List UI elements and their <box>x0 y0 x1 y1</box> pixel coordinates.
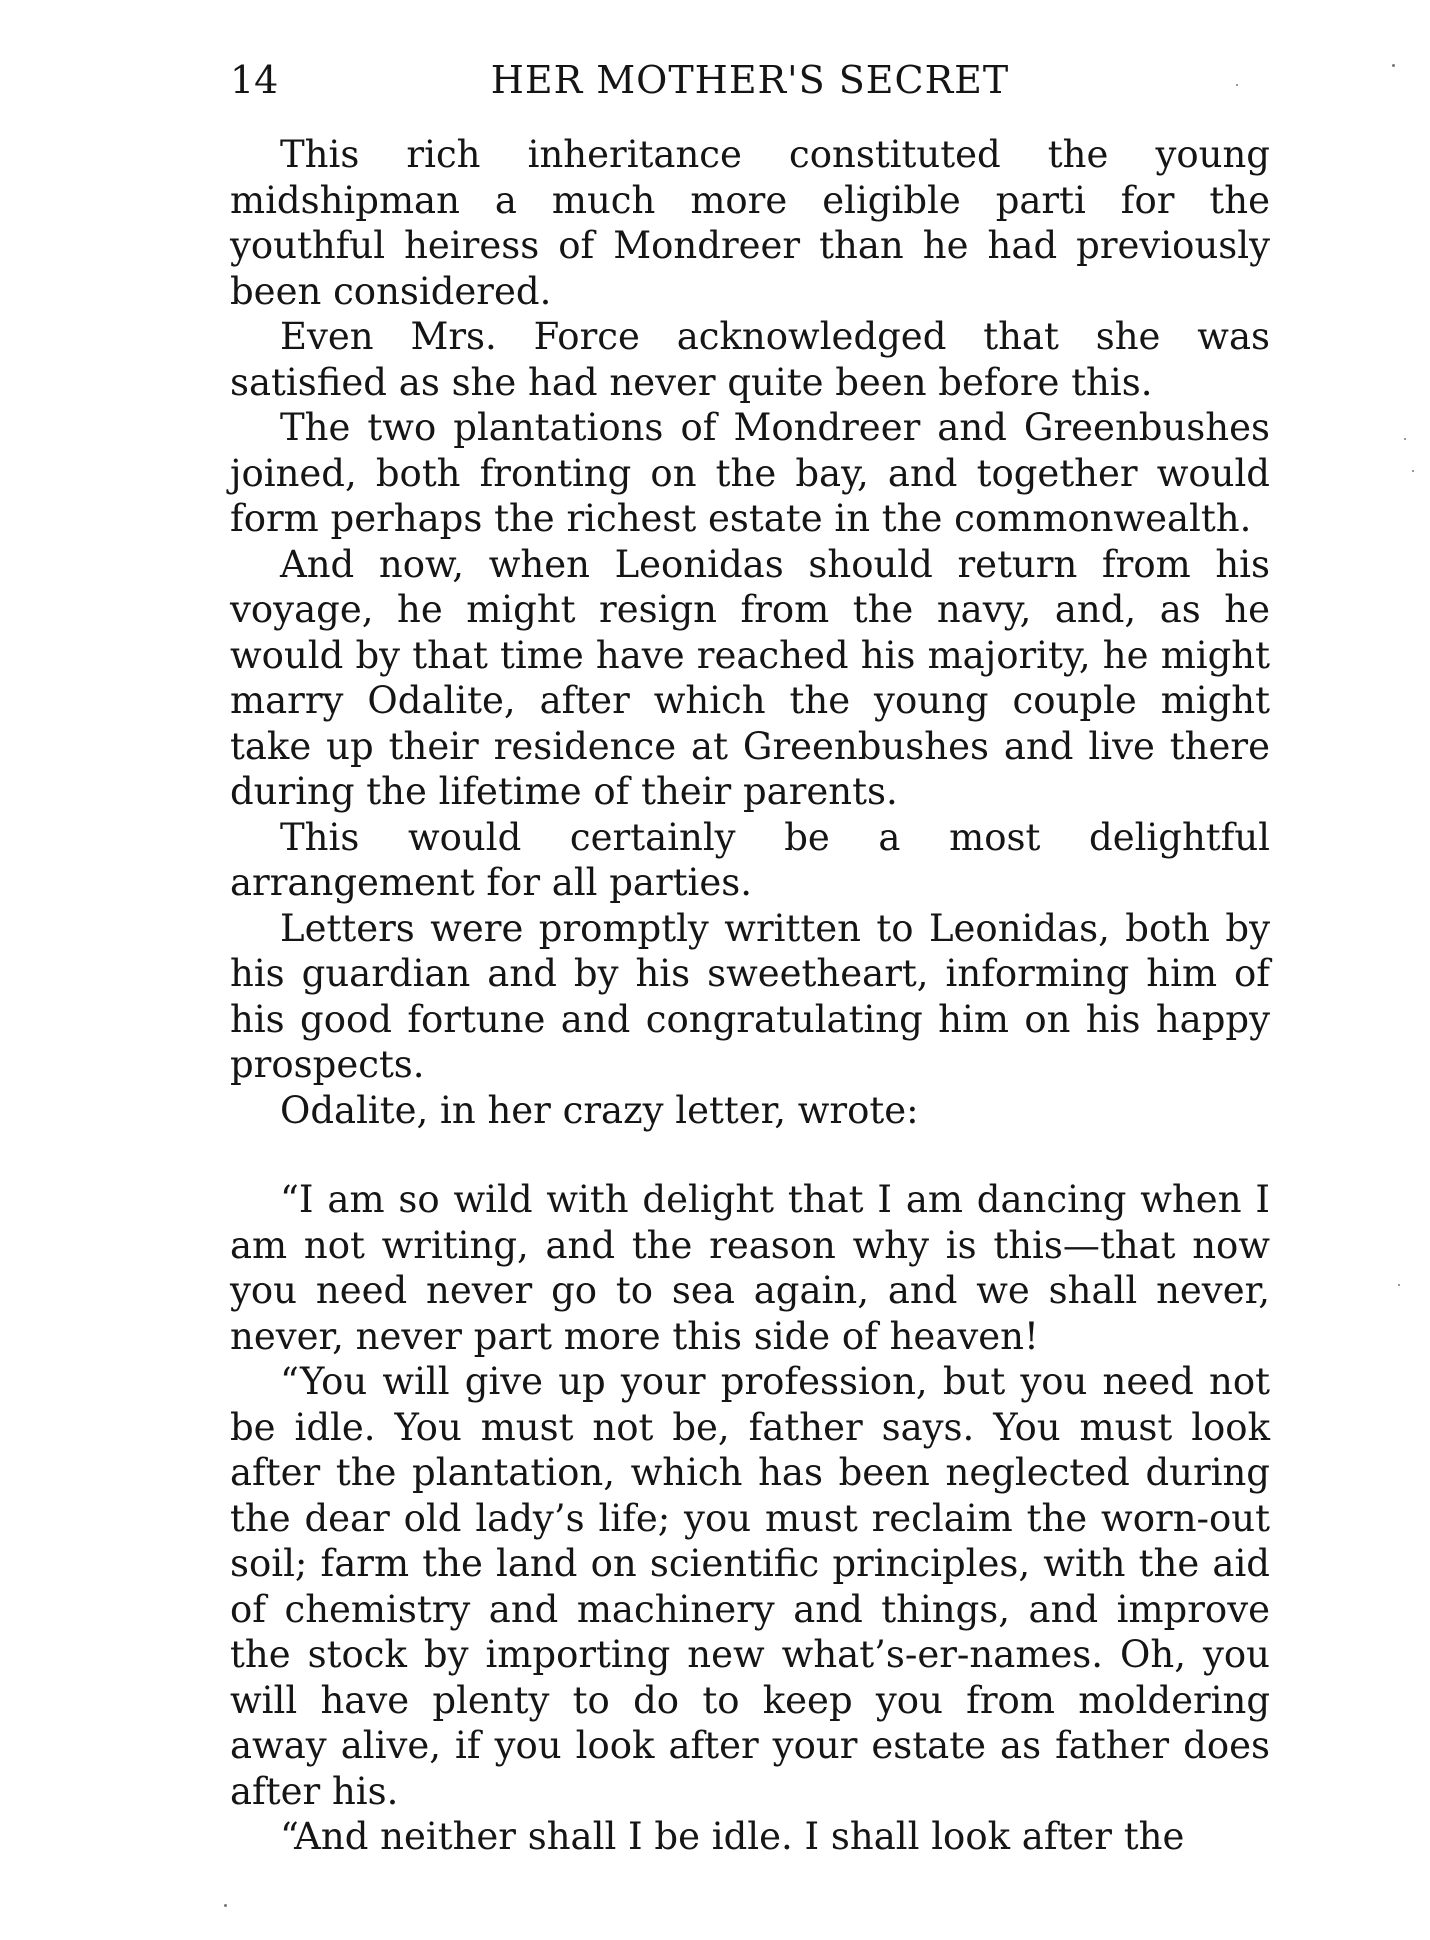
paragraph: This would certainly be a most delightful arrangement for all parties. <box>230 815 1270 904</box>
running-title: HER MOTHER'S SECRET <box>490 58 1010 102</box>
paragraph: “I am so wild with delight that I am dancing when I am not writing, and the reason why is this—that now you need never go to sea again, and we shall never, never, never part more this side of heaven! <box>230 1178 1270 1358</box>
paragraph: “And neither shall I be idle. I shall look after the <box>280 1815 1185 1858</box>
paragraph: This rich inheritance constituted the young midshipman a much more eligible parti for the youthful heiress of Mondreer than he had previously been considered. <box>230 133 1270 313</box>
paragraph: Odalite, in her crazy letter, wrote: <box>280 1088 919 1132</box>
scan-speck <box>1404 438 1406 440</box>
scan-speck <box>1392 64 1395 67</box>
running-head <box>230 50 1270 110</box>
scan-speck <box>224 1904 227 1907</box>
paragraph: “You will give up your profession, but you need not be idle. You must not be, father says. You must look after the plantation, which has been neglected during the dear old lady’s life; you must reclaim the worn-out soil; farm the land on scientific principles, with the aid of chemistry and machinery and things, and improve the stock by importing new what’s-er-names. Oh, you will have plenty to do to keep you from moldering away alive, if you look after your estate as father does after his. <box>230 1360 1270 1813</box>
body-text <box>230 132 1270 1860</box>
paragraph: The two plantations of Mondreer and Greenbushes joined, both fronting on the bay, and together would form perhaps the richest estate in the commonwealth. <box>230 406 1270 540</box>
scan-speck <box>1412 470 1414 472</box>
paragraph: Even Mrs. Force acknowledged that she was satisfied as she had never quite been before this. <box>230 315 1270 404</box>
paragraph: And now, when Leonidas should return from his voyage, he might resign from the navy, and, as he would by that time have reached his majority, he might marry Odalite, after which the young couple might take up their residence at Greenbushes and live there during the lifetime of their parents. <box>230 542 1270 813</box>
scan-speck <box>1236 84 1238 86</box>
section-gap <box>230 1133 1270 1177</box>
scan-speck <box>1398 1284 1400 1286</box>
paragraph: Letters were promptly written to Leonidas, both by his guardian and by his sweetheart, informing him of his good fortune and congratulating him on his happy prospects. <box>230 906 1270 1086</box>
page-number: 14 <box>230 58 279 102</box>
